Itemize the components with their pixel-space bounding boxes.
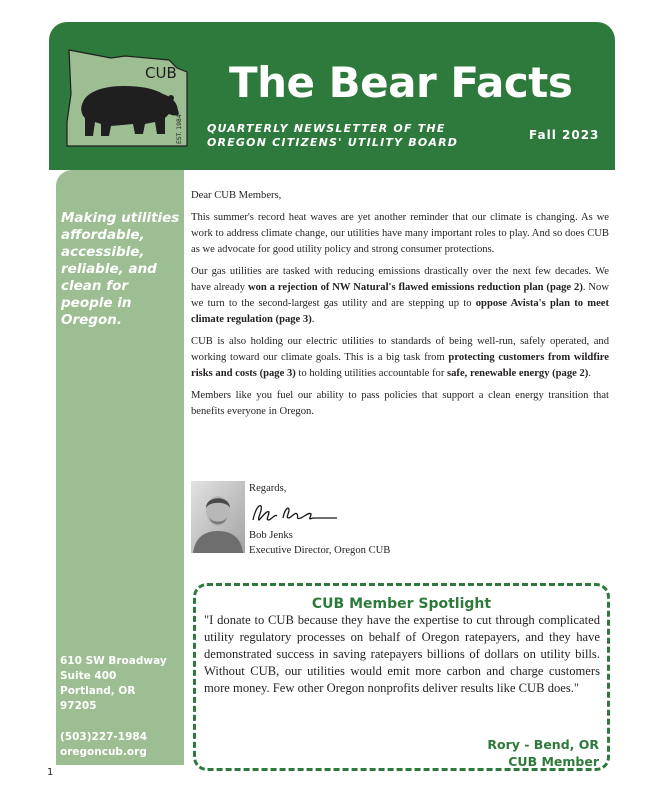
signer-title: Executive Director, Oregon CUB — [249, 545, 391, 556]
letter-highlight: won a rejection of NW Natural's flawed emissions reduction plan (page 2) — [247, 282, 583, 293]
attribution-line-2: CUB Member — [508, 754, 599, 769]
letter-highlight: safe, renewable energy (page 2) — [447, 368, 589, 379]
newsletter-subtitle — [207, 122, 458, 150]
page-number: 1 — [47, 767, 54, 778]
sidebar — [56, 170, 184, 765]
logo-est: EST. 1984 — [176, 114, 183, 144]
letter-text: Our gas utilities are tasked with reducing emissions drastically over the next few decades. We have already — [191, 266, 609, 293]
address-line: 97205 — [60, 700, 97, 712]
contact-info — [60, 730, 147, 760]
mission-tagline: Making utilities affordable, accessible, reliable, and clean for people in Oregon. — [61, 210, 180, 328]
letter-closing: Regards, — [249, 483, 287, 494]
letter-text: . Now we turn to the second-largest gas utility and are stepping up to — [191, 282, 609, 309]
spotlight-title: CUB Member Spotlight — [311, 596, 492, 612]
address-line: Portland, OR — [60, 685, 136, 697]
director-letter — [191, 188, 609, 426]
phone-number: (503)227-1984 — [60, 731, 148, 743]
website-link[interactable]: oregoncub.org — [60, 746, 147, 758]
address-line: 610 SW Broadway — [60, 655, 167, 667]
letter-text: . — [311, 314, 315, 325]
director-photo — [191, 481, 245, 553]
letter-salutation: Dear CUB Members, — [191, 190, 282, 201]
letter-text: to holding utilities accountable for — [295, 368, 448, 379]
address-line: Suite 400 — [60, 670, 117, 682]
letter-paragraph-1: This summer's record heat waves are yet another reminder that our climate is changing. As we work to address climate change, our utilities have many important roles to play. And so does CUB as we advocate for good utility policy and strong consumer protections. — [191, 212, 609, 255]
spotlight-attribution — [487, 736, 599, 770]
attribution-line-1: Rory - Bend, OR — [487, 737, 599, 752]
letter-highlight: protecting customers from wildfire risks and costs (page 3) — [191, 352, 609, 379]
letter-highlight: oppose Avista's plan to meet climate regulation (page 3) — [191, 298, 610, 325]
masthead — [49, 22, 615, 170]
letter-paragraph-3 — [191, 334, 609, 382]
issue-label: Fall 2023 — [529, 128, 600, 142]
member-spotlight-box — [193, 583, 610, 771]
spotlight-quote: "I donate to CUB because they have the expertise to cut through complicated utility regulatory processes on behalf of Oregon ratepayers, and they have demonstrated success in saving ratepayers billions of dollars on utility bills. Without CUB, our utilities would emit more carbon and charge customers more money. Few other Oregon nonprofits deliver results like CUB does." — [204, 613, 600, 695]
mailing-address — [60, 654, 167, 714]
subtitle-line-2: OREGON CITIZENS' UTILITY BOARD — [207, 136, 459, 149]
letter-paragraph-4: Members like you fuel our ability to pass policies that support a clean energy transition that benefits everyone in Oregon. — [191, 390, 609, 417]
signer-name: Bob Jenks — [249, 530, 293, 541]
letter-paragraph-2 — [191, 264, 609, 328]
signature-icon — [249, 500, 341, 526]
newsletter-title: The Bear Facts — [229, 58, 573, 107]
cub-bear-logo — [63, 48, 189, 148]
letter-text: . — [588, 368, 591, 379]
logo-wordmark: CUB — [145, 64, 177, 82]
subtitle-line-1: QUARTERLY NEWSLETTER OF THE — [207, 122, 446, 135]
letter-text: CUB is also holding our electric utilities to standards of being well-run, safely operated, and working toward our climate goals. This is a big task from — [191, 336, 609, 363]
